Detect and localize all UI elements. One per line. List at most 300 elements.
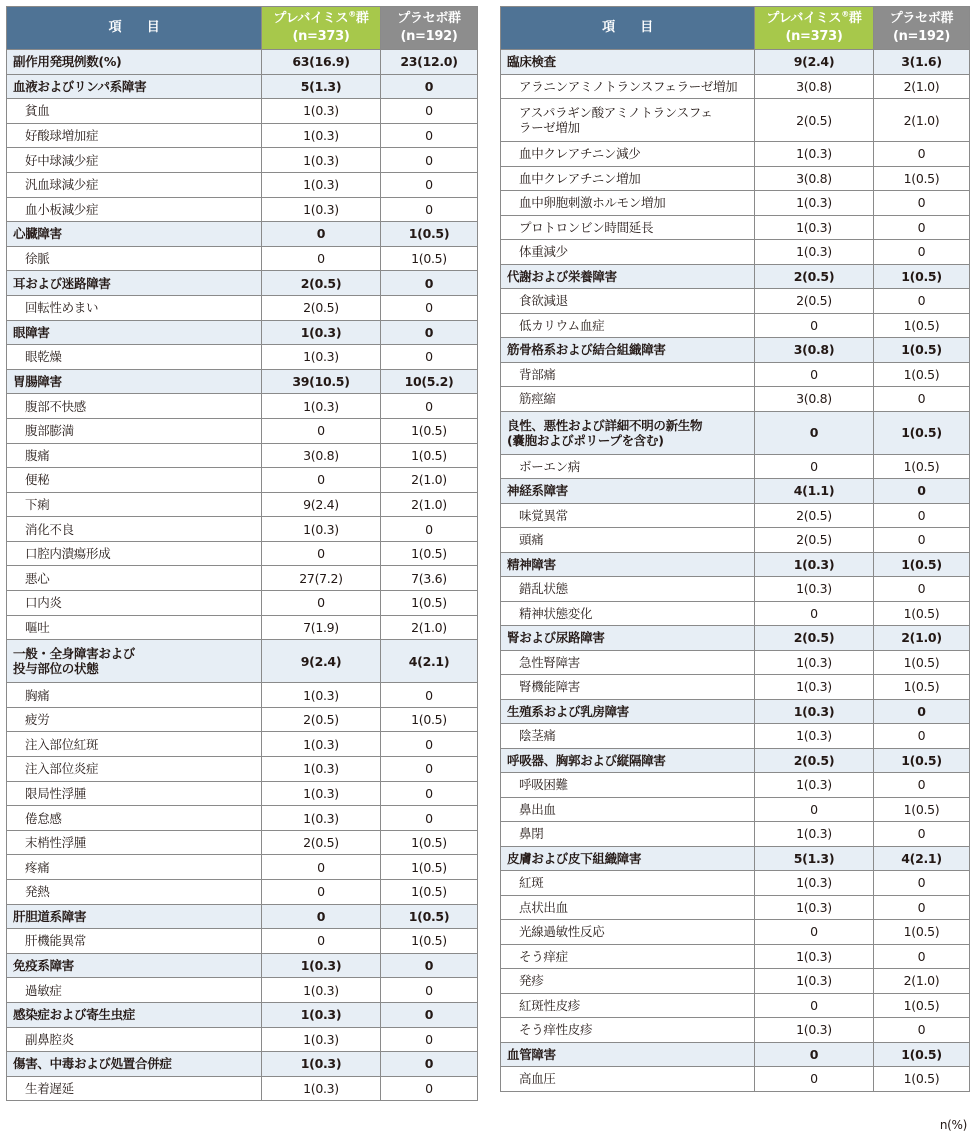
event-name-text: 血中クレアチニン減少 bbox=[519, 146, 641, 162]
event-name bbox=[7, 123, 262, 148]
event-name bbox=[7, 615, 262, 640]
event-name-text: 皮膚および皮下組織障害 bbox=[507, 850, 642, 866]
table-row bbox=[501, 724, 970, 749]
table-row bbox=[7, 781, 478, 806]
event-name bbox=[501, 338, 755, 363]
event-name bbox=[501, 724, 755, 749]
header-drug-name: プレバイミス bbox=[766, 11, 842, 26]
event-name bbox=[7, 707, 262, 732]
table-body-left bbox=[7, 50, 478, 1101]
event-name bbox=[501, 1018, 755, 1043]
drug-value: 1(0.3) bbox=[755, 142, 874, 167]
drug-value: 1(0.3) bbox=[755, 650, 874, 675]
table-row bbox=[7, 148, 478, 173]
drug-value: 1(0.3) bbox=[262, 683, 381, 708]
event-name-text: 口内炎 bbox=[25, 595, 62, 611]
drug-value: 2(0.5) bbox=[755, 264, 874, 289]
event-name bbox=[7, 541, 262, 566]
header-placebo-n: (n=192) bbox=[892, 29, 951, 44]
event-name bbox=[501, 552, 755, 577]
event-name bbox=[7, 781, 262, 806]
table-row bbox=[501, 289, 970, 314]
event-name-text: 好酸球増加症 bbox=[25, 128, 99, 144]
category-row bbox=[7, 640, 478, 683]
event-name-text: 腹部不快感 bbox=[25, 398, 87, 414]
drug-value: 0 bbox=[755, 797, 874, 822]
drug-value: 0 bbox=[755, 1067, 874, 1092]
header-item bbox=[7, 7, 262, 50]
drug-value: 1(0.3) bbox=[262, 517, 381, 542]
category-row bbox=[501, 626, 970, 651]
placebo-value: 1(0.5) bbox=[874, 454, 970, 479]
event-name bbox=[501, 142, 755, 167]
drug-value: 1(0.3) bbox=[262, 172, 381, 197]
drug-value: 3(0.8) bbox=[755, 74, 874, 99]
event-name-text: アスパラギン酸アミノトランスフェ bbox=[519, 105, 713, 120]
placebo-value: 1(0.5) bbox=[381, 591, 478, 616]
placebo-value: 0 bbox=[381, 320, 478, 345]
event-name-text: 便秘 bbox=[25, 472, 50, 488]
event-name-text: 食欲減退 bbox=[519, 293, 568, 309]
table-row bbox=[7, 172, 478, 197]
drug-value: 1(0.3) bbox=[262, 953, 381, 978]
placebo-value: 0 bbox=[381, 806, 478, 831]
table-row bbox=[501, 528, 970, 553]
event-name-text: 下痢 bbox=[25, 496, 50, 512]
event-name bbox=[7, 468, 262, 493]
event-name bbox=[7, 369, 262, 394]
event-name-text: 低カリウム血症 bbox=[519, 317, 605, 333]
placebo-value: 1(0.5) bbox=[381, 246, 478, 271]
drug-value: 1(0.3) bbox=[262, 757, 381, 782]
event-name-text: 回転性めまい bbox=[25, 300, 99, 316]
drug-value: 0 bbox=[262, 591, 381, 616]
placebo-value: 1(0.5) bbox=[381, 443, 478, 468]
event-name bbox=[501, 191, 755, 216]
event-name bbox=[501, 944, 755, 969]
event-name bbox=[7, 1027, 262, 1052]
event-name bbox=[7, 99, 262, 124]
event-name bbox=[501, 528, 755, 553]
event-name bbox=[501, 969, 755, 994]
event-name-text: 倦怠感 bbox=[25, 810, 62, 826]
event-name bbox=[501, 313, 755, 338]
placebo-value: 0 bbox=[874, 724, 970, 749]
placebo-value: 0 bbox=[874, 503, 970, 528]
event-name bbox=[7, 320, 262, 345]
drug-value: 3(0.8) bbox=[755, 166, 874, 191]
drug-value: 3(0.8) bbox=[755, 387, 874, 412]
event-name-text: 生着遅延 bbox=[25, 1081, 74, 1097]
event-name-text: 精神状態変化 bbox=[519, 605, 593, 621]
event-name-text: 背部痛 bbox=[519, 366, 556, 382]
table-row bbox=[501, 362, 970, 387]
drug-value: 1(0.3) bbox=[755, 191, 874, 216]
header-drug-n: (n=373) bbox=[785, 29, 843, 44]
event-name-text: 味覚異常 bbox=[519, 507, 568, 523]
placebo-value: 0 bbox=[381, 683, 478, 708]
event-name-text: 筋痙縮 bbox=[519, 391, 556, 407]
drug-value: 1(0.3) bbox=[262, 781, 381, 806]
placebo-value: 0 bbox=[874, 479, 970, 504]
placebo-value: 0 bbox=[874, 773, 970, 798]
event-name bbox=[7, 953, 262, 978]
placebo-value: 0 bbox=[381, 394, 478, 419]
event-name-text: 発熱 bbox=[25, 884, 50, 900]
drug-value: 1(0.3) bbox=[755, 969, 874, 994]
drug-value: 1(0.3) bbox=[262, 345, 381, 370]
event-name bbox=[7, 591, 262, 616]
placebo-value: 2(1.0) bbox=[874, 74, 970, 99]
event-name-text: 神経系障害 bbox=[507, 483, 569, 499]
table-row bbox=[7, 123, 478, 148]
drug-value: 1(0.3) bbox=[755, 675, 874, 700]
event-name bbox=[501, 920, 755, 945]
table-row bbox=[7, 880, 478, 905]
drug-value: 3(0.8) bbox=[262, 443, 381, 468]
drug-value: 1(0.3) bbox=[262, 1052, 381, 1077]
event-name bbox=[7, 904, 262, 929]
drug-value: 1(0.3) bbox=[262, 1027, 381, 1052]
header-placebo-label: プラセボ群 bbox=[889, 11, 954, 26]
event-name bbox=[7, 732, 262, 757]
table-row bbox=[501, 675, 970, 700]
event-name-text: 汎血球減少症 bbox=[25, 177, 99, 193]
event-name-text: 口腔内潰瘍形成 bbox=[25, 546, 111, 562]
event-name-text: 眼乾燥 bbox=[25, 349, 62, 365]
placebo-value: 0 bbox=[381, 1027, 478, 1052]
table-row bbox=[501, 993, 970, 1018]
event-name-text: 貧血 bbox=[25, 103, 50, 119]
table-row bbox=[501, 191, 970, 216]
event-name-text: 鼻閉 bbox=[519, 826, 544, 842]
drug-value: 0 bbox=[262, 880, 381, 905]
event-name bbox=[7, 880, 262, 905]
placebo-value: 0 bbox=[874, 240, 970, 265]
event-name-text: 嘔吐 bbox=[25, 619, 50, 635]
drug-value: 4(1.1) bbox=[755, 479, 874, 504]
event-name bbox=[7, 757, 262, 782]
drug-value: 2(0.5) bbox=[262, 830, 381, 855]
event-name-text: 錯乱状態 bbox=[519, 581, 568, 597]
placebo-value: 0 bbox=[874, 142, 970, 167]
event-name bbox=[501, 99, 755, 142]
event-name bbox=[7, 640, 262, 683]
drug-value: 1(0.3) bbox=[262, 978, 381, 1003]
header-drug bbox=[262, 7, 381, 50]
category-row bbox=[501, 264, 970, 289]
placebo-value: 0 bbox=[381, 148, 478, 173]
event-name bbox=[501, 871, 755, 896]
event-name bbox=[501, 362, 755, 387]
table-row bbox=[7, 978, 478, 1003]
event-name bbox=[7, 855, 262, 880]
table-row bbox=[7, 806, 478, 831]
category-row bbox=[501, 338, 970, 363]
drug-value: 0 bbox=[262, 418, 381, 443]
event-name bbox=[7, 74, 262, 99]
placebo-value: 0 bbox=[874, 895, 970, 920]
table-row bbox=[501, 1018, 970, 1043]
event-name-text: 注入部位炎症 bbox=[25, 761, 99, 777]
event-name-text: 心臓障害 bbox=[13, 226, 62, 242]
adverse-events-table-left bbox=[6, 6, 478, 1101]
placebo-value: 0 bbox=[874, 699, 970, 724]
table-row bbox=[501, 920, 970, 945]
category-row bbox=[501, 50, 970, 75]
table-row bbox=[7, 492, 478, 517]
event-name-text: 肝機能異常 bbox=[25, 933, 87, 949]
placebo-value: 0 bbox=[381, 99, 478, 124]
placebo-value: 0 bbox=[381, 295, 478, 320]
header-item-label: 項 目 bbox=[108, 20, 160, 35]
event-name-text: 免疫系障害 bbox=[13, 958, 75, 974]
drug-value: 2(0.5) bbox=[262, 295, 381, 320]
event-name bbox=[7, 929, 262, 954]
event-name bbox=[501, 846, 755, 871]
placebo-value: 1(0.5) bbox=[874, 650, 970, 675]
table-body-right bbox=[501, 50, 970, 1092]
event-name-text: アラニンアミノトランスフェラーゼ増加 bbox=[519, 78, 738, 94]
event-name-text: プロトロンビン時間延長 bbox=[519, 219, 654, 235]
event-name bbox=[501, 650, 755, 675]
drug-value: 1(0.3) bbox=[755, 215, 874, 240]
category-row bbox=[501, 846, 970, 871]
drug-value: 1(0.3) bbox=[755, 895, 874, 920]
event-name-text: 臨床検査 bbox=[507, 54, 556, 70]
category-row bbox=[7, 904, 478, 929]
event-name-text: 末梢性浮腫 bbox=[25, 835, 87, 851]
event-name bbox=[7, 172, 262, 197]
placebo-value: 0 bbox=[874, 1018, 970, 1043]
event-name bbox=[501, 993, 755, 1018]
event-name bbox=[7, 1076, 262, 1101]
header-item bbox=[501, 7, 755, 50]
event-name bbox=[501, 797, 755, 822]
drug-value: 27(7.2) bbox=[262, 566, 381, 591]
placebo-value: 2(1.0) bbox=[874, 969, 970, 994]
drug-value: 5(1.3) bbox=[262, 74, 381, 99]
drug-value: 1(0.3) bbox=[755, 773, 874, 798]
event-name-text: 血小板減少症 bbox=[25, 201, 99, 217]
drug-value: 0 bbox=[262, 904, 381, 929]
event-name-text-line2: 投与部位の状態 bbox=[13, 661, 99, 677]
table-row bbox=[501, 871, 970, 896]
table-row bbox=[7, 855, 478, 880]
table-row bbox=[501, 969, 970, 994]
placebo-value: 0 bbox=[381, 197, 478, 222]
drug-value: 0 bbox=[262, 222, 381, 247]
table-row bbox=[7, 394, 478, 419]
drug-value: 1(0.3) bbox=[262, 806, 381, 831]
event-name-text: 体重減少 bbox=[519, 244, 568, 260]
placebo-value: 1(0.5) bbox=[874, 362, 970, 387]
table-row bbox=[7, 566, 478, 591]
placebo-value: 7(3.6) bbox=[381, 566, 478, 591]
event-name-text: 過敏症 bbox=[25, 982, 62, 998]
table-row bbox=[501, 166, 970, 191]
event-name bbox=[7, 345, 262, 370]
category-row bbox=[7, 271, 478, 296]
event-name bbox=[501, 748, 755, 773]
placebo-value: 0 bbox=[381, 517, 478, 542]
placebo-value: 1(0.5) bbox=[381, 904, 478, 929]
placebo-value: 0 bbox=[381, 74, 478, 99]
event-name bbox=[7, 1052, 262, 1077]
drug-value: 63(16.9) bbox=[262, 50, 381, 75]
drug-value: 0 bbox=[262, 246, 381, 271]
drug-value: 1(0.3) bbox=[262, 394, 381, 419]
placebo-value: 2(1.0) bbox=[381, 468, 478, 493]
header-drug-n: (n=373) bbox=[292, 29, 350, 44]
placebo-value: 1(0.5) bbox=[874, 552, 970, 577]
event-name-text: 点状出血 bbox=[519, 899, 568, 915]
category-row bbox=[7, 50, 478, 75]
event-name-text-line2: (嚢胞およびポリープを含む) bbox=[507, 432, 664, 448]
event-name bbox=[7, 295, 262, 320]
category-row bbox=[501, 748, 970, 773]
drug-value: 1(0.3) bbox=[262, 1002, 381, 1027]
event-name-text: 腎および尿路障害 bbox=[507, 630, 605, 646]
event-name-text: 傷害、中毒および処置合併症 bbox=[13, 1056, 172, 1072]
drug-value: 1(0.3) bbox=[262, 99, 381, 124]
placebo-value: 4(2.1) bbox=[381, 640, 478, 683]
event-name-text: 耳および迷路障害 bbox=[13, 275, 111, 291]
drug-value: 1(0.3) bbox=[755, 577, 874, 602]
placebo-value: 0 bbox=[381, 1052, 478, 1077]
category-row bbox=[7, 222, 478, 247]
table-row bbox=[501, 313, 970, 338]
drug-value: 2(0.5) bbox=[755, 289, 874, 314]
event-name-text: 腹部膨満 bbox=[25, 423, 74, 439]
table-row bbox=[7, 517, 478, 542]
event-name-text: 鼻出血 bbox=[519, 801, 556, 817]
table-row bbox=[7, 345, 478, 370]
placebo-value: 1(0.5) bbox=[874, 166, 970, 191]
drug-value: 0 bbox=[755, 411, 874, 454]
event-name-text: 紅斑性皮疹 bbox=[519, 997, 581, 1013]
event-name bbox=[501, 411, 755, 454]
category-row bbox=[501, 411, 970, 454]
table-row bbox=[501, 142, 970, 167]
table-row bbox=[7, 1076, 478, 1101]
placebo-value: 10(5.2) bbox=[381, 369, 478, 394]
placebo-value: 2(1.0) bbox=[874, 626, 970, 651]
drug-value: 0 bbox=[755, 454, 874, 479]
table-row bbox=[7, 591, 478, 616]
drug-value: 0 bbox=[755, 601, 874, 626]
event-name-text: 代謝および栄養障害 bbox=[507, 268, 617, 284]
event-name-text: 感染症および寄生虫症 bbox=[13, 1007, 136, 1023]
event-name bbox=[501, 387, 755, 412]
event-name-text: 徐脈 bbox=[25, 251, 50, 267]
table-row bbox=[501, 387, 970, 412]
drug-value: 1(0.3) bbox=[262, 197, 381, 222]
drug-value: 1(0.3) bbox=[262, 123, 381, 148]
table-row bbox=[7, 468, 478, 493]
placebo-value: 0 bbox=[381, 781, 478, 806]
drug-value: 2(0.5) bbox=[262, 271, 381, 296]
drug-value: 0 bbox=[262, 468, 381, 493]
table-row bbox=[7, 295, 478, 320]
event-name-text: 注入部位紅斑 bbox=[25, 736, 99, 752]
table-row bbox=[501, 240, 970, 265]
table-row bbox=[7, 197, 478, 222]
event-name-text: 疲労 bbox=[25, 712, 50, 728]
event-name-text: 発疹 bbox=[519, 973, 544, 989]
placebo-value: 1(0.5) bbox=[381, 541, 478, 566]
placebo-value: 4(2.1) bbox=[874, 846, 970, 871]
event-name-text: 血中卵胞刺激ホルモン増加 bbox=[519, 195, 666, 211]
event-name-text: 腎機能障害 bbox=[519, 679, 581, 695]
event-name-text: 胃腸障害 bbox=[13, 374, 62, 390]
event-name-text: 良性、悪性および詳細不明の新生物 bbox=[507, 417, 703, 433]
drug-value: 2(0.5) bbox=[755, 626, 874, 651]
event-name-text: 紅斑 bbox=[519, 875, 544, 891]
drug-value: 1(0.3) bbox=[755, 240, 874, 265]
drug-value: 0 bbox=[755, 1042, 874, 1067]
header-drug bbox=[755, 7, 874, 50]
placebo-value: 0 bbox=[381, 271, 478, 296]
table-row bbox=[501, 74, 970, 99]
event-name bbox=[7, 246, 262, 271]
placebo-value: 1(0.5) bbox=[874, 313, 970, 338]
placebo-value: 1(0.5) bbox=[874, 601, 970, 626]
drug-value: 1(0.3) bbox=[755, 944, 874, 969]
drug-value: 1(0.3) bbox=[755, 1018, 874, 1043]
placebo-value: 0 bbox=[874, 528, 970, 553]
event-name-text: 急性腎障害 bbox=[519, 654, 581, 670]
drug-value: 1(0.3) bbox=[755, 552, 874, 577]
event-name bbox=[501, 289, 755, 314]
placebo-value: 1(0.5) bbox=[381, 880, 478, 905]
table-row bbox=[7, 732, 478, 757]
event-name bbox=[501, 479, 755, 504]
drug-value: 7(1.9) bbox=[262, 615, 381, 640]
event-name bbox=[7, 197, 262, 222]
drug-value: 1(0.3) bbox=[262, 148, 381, 173]
placebo-value: 0 bbox=[874, 191, 970, 216]
event-name bbox=[501, 675, 755, 700]
event-name bbox=[7, 271, 262, 296]
event-name-text: そう痒症 bbox=[519, 948, 568, 964]
event-name-text: 筋骨格系および結合組織障害 bbox=[507, 342, 666, 358]
event-name bbox=[501, 773, 755, 798]
placebo-value: 1(0.5) bbox=[874, 338, 970, 363]
placebo-value: 2(1.0) bbox=[381, 615, 478, 640]
table-row bbox=[7, 929, 478, 954]
placebo-value: 0 bbox=[381, 123, 478, 148]
placebo-value: 0 bbox=[381, 1076, 478, 1101]
placebo-value: 0 bbox=[381, 172, 478, 197]
header-drug-name: プレバイミス bbox=[273, 11, 349, 26]
table-row bbox=[501, 773, 970, 798]
event-name bbox=[501, 166, 755, 191]
table-row bbox=[7, 99, 478, 124]
table-row bbox=[501, 601, 970, 626]
event-name bbox=[501, 626, 755, 651]
drug-value: 0 bbox=[755, 362, 874, 387]
event-name-text: 肝胆道系障害 bbox=[13, 908, 87, 924]
placebo-value: 3(1.6) bbox=[874, 50, 970, 75]
placebo-value: 1(0.5) bbox=[381, 929, 478, 954]
event-name bbox=[501, 699, 755, 724]
table-row bbox=[501, 895, 970, 920]
placebo-value: 1(0.5) bbox=[874, 993, 970, 1018]
category-row bbox=[7, 369, 478, 394]
event-name-text: 陰茎痛 bbox=[519, 728, 556, 744]
header-item-label: 項 目 bbox=[602, 20, 653, 35]
